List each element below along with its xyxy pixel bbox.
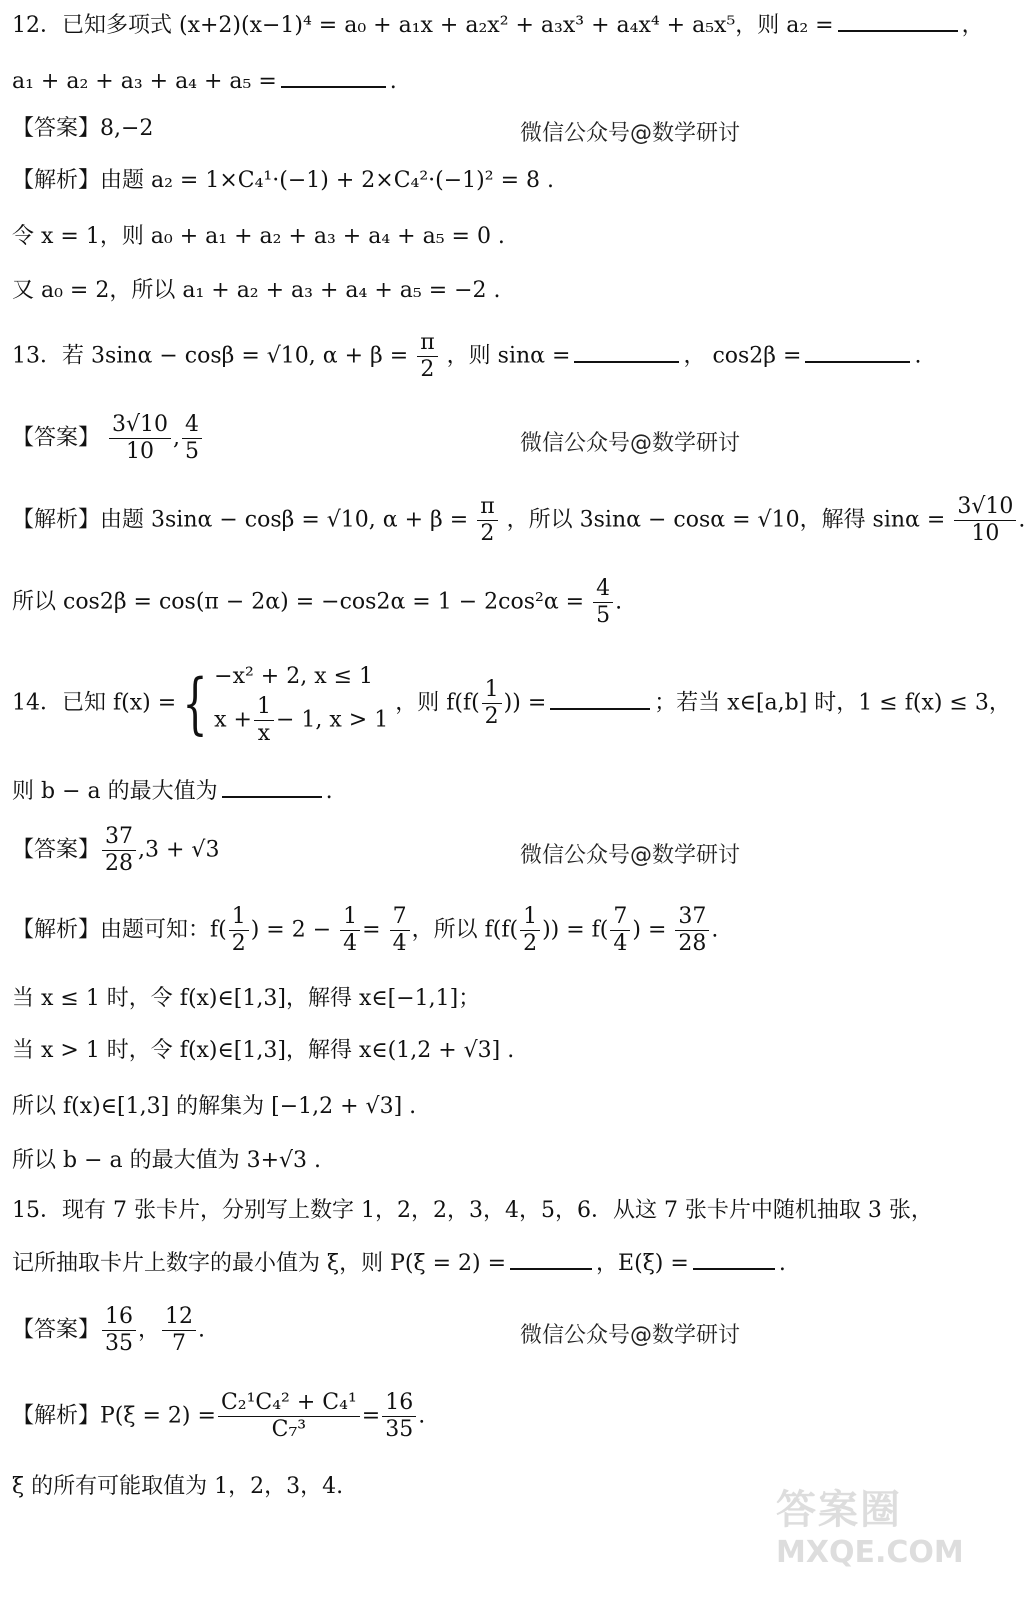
frac-den: 28 xyxy=(678,931,707,956)
q14-case-frac xyxy=(254,694,274,747)
q14-solution-5: 所以 b − a 的最大值为 3+√3 . xyxy=(12,1148,322,1173)
q14-line2-end: . xyxy=(325,779,333,804)
q12-blank-sum xyxy=(281,64,386,88)
sol-c: = xyxy=(362,917,381,943)
q14-solution-2: 当 x ≤ 1 时，令 f(x)∈[1,3]，解得 x∈[−1,1]； xyxy=(12,986,481,1011)
q14-mid-b: )) = xyxy=(503,690,547,716)
frac-num: 1 xyxy=(520,904,540,931)
q15-answer-frac-2 xyxy=(162,1304,196,1357)
q12-line2 xyxy=(12,64,397,97)
site-logo xyxy=(776,1478,964,1588)
q12-answer: 【答案】8,−2 xyxy=(12,116,154,141)
frac-num: π xyxy=(477,494,497,521)
q14-case-1: −x² + 2, x ≤ 1 xyxy=(214,664,374,689)
frac-den: 5 xyxy=(185,439,200,464)
q12-solution-1: 【解析】由题 a₂ = 1×C₄¹·(−1) + 2×C₄²·(−1)² = 8 . xyxy=(12,168,554,193)
q14-frac-half xyxy=(482,677,502,730)
q12-end: . xyxy=(389,69,397,94)
case2-a: x + xyxy=(214,707,252,733)
frac-den: 35 xyxy=(385,1417,414,1442)
frac-num: 1 xyxy=(482,677,502,704)
q15-line2 xyxy=(12,1246,786,1279)
frac-num: 7 xyxy=(610,904,630,931)
q14-answer xyxy=(12,824,219,877)
frac-half xyxy=(229,904,249,957)
end: . xyxy=(198,1317,206,1343)
frac-den: 2 xyxy=(523,931,538,956)
q13-solution-1 xyxy=(12,494,1025,547)
frac-num: 4 xyxy=(182,412,202,439)
q13-solution-2 xyxy=(12,576,622,629)
q13-sol2-frac xyxy=(593,576,613,629)
watermark-text: 微信公众号@数学研讨 xyxy=(520,121,741,146)
q13-sol-text-b: ，所以 3sinα − cosα = √10，解得 sinα = xyxy=(506,507,946,533)
q12-blank-a2 xyxy=(838,8,958,32)
q13-fraction-pi-2 xyxy=(417,330,437,383)
q13-blank-sin xyxy=(574,339,679,363)
watermark-text: 微信公众号@数学研讨 xyxy=(520,431,741,456)
q15-answer xyxy=(12,1304,205,1357)
q14-solution-1 xyxy=(12,904,718,957)
sol-g: . xyxy=(711,917,719,943)
sol-f: ) = xyxy=(632,917,667,943)
frac-num: 3√10 xyxy=(954,494,1016,521)
q14-case-2 xyxy=(214,694,388,747)
sol-e: )) = f( xyxy=(542,917,609,943)
frac-num: 16 xyxy=(382,1390,416,1417)
logo-bottom-text: MXQE.COM xyxy=(776,1535,964,1570)
left-brace: { xyxy=(182,664,208,742)
frac-den: C₇³ xyxy=(271,1417,307,1442)
q14-blank-1 xyxy=(550,686,650,710)
q12-punct: ， xyxy=(961,13,984,38)
sep: ， xyxy=(138,1317,161,1343)
frac-num: 1 xyxy=(254,694,274,721)
sol-d: ，所以 f(f( xyxy=(411,917,519,943)
q13-sol-frac-pi-2 xyxy=(477,494,497,547)
q12-sum-expr: a₁ + a₂ + a₃ + a₄ + a₅ = xyxy=(12,69,277,94)
frac-den: x xyxy=(257,721,271,746)
q15-answer-frac-1 xyxy=(102,1304,136,1357)
q13-blank-cos xyxy=(805,339,910,363)
frac-den: 2 xyxy=(420,357,435,382)
q13-cos2b: cos2β = xyxy=(712,343,802,369)
q14-answer-rest: ,3 + √3 xyxy=(138,837,220,863)
q14-mid-c: ；若当 x∈[a,b] 时，1 ≤ f(x) ≤ 3， xyxy=(654,690,1011,716)
q15-line2-end: . xyxy=(778,1251,786,1276)
q13-sol-end: . xyxy=(1018,507,1025,533)
q15-blank-e xyxy=(693,1246,775,1270)
q14-piecewise xyxy=(214,660,388,747)
frac-37-28 xyxy=(675,904,709,957)
sol-b: ) = 2 − xyxy=(250,917,332,943)
q14-prefix: 14．已知 f(x) = xyxy=(12,690,177,716)
frac-num: 7 xyxy=(390,904,410,931)
frac-seven-quarters xyxy=(390,904,410,957)
frac-den: 28 xyxy=(105,851,134,876)
frac-num: 1 xyxy=(340,904,360,931)
q15-solution-2: ξ 的所有可能取值为 1，2，3，4. xyxy=(12,1474,344,1499)
q13-sol2-text: 所以 cos2β = cos(π − 2α) = −cos2α = 1 − 2cos²α = xyxy=(12,589,585,615)
q15-line2-a: 记所抽取卡片上数字的最小值为 ξ，则 P(ξ = 2) = xyxy=(12,1251,507,1276)
q14-solution-4: 所以 f(x)∈[1,3] 的解集为 [−1,2 + √3] . xyxy=(12,1094,417,1119)
q14-blank-2 xyxy=(222,774,322,798)
q15-sol-a: 【解析】P(ξ = 2) = xyxy=(12,1403,216,1429)
answer-label: 【答案】 xyxy=(12,1317,101,1343)
q13-sep: ， xyxy=(683,343,706,369)
q14-answer-frac xyxy=(102,824,136,877)
q12-stem: 12．已知多项式 (x+2)(x−1)⁴ = a₀ + a₁x + a₂x² + a₃x³ + a₄x⁴ + a₅x⁵，则 a₂ = xyxy=(12,13,834,38)
q13-sol-frac-sin xyxy=(954,494,1016,547)
frac-den: 4 xyxy=(613,931,628,956)
frac-den: 2 xyxy=(231,931,246,956)
frac-num: 3√10 xyxy=(109,412,171,439)
end: . xyxy=(418,1403,426,1429)
q13-end: . xyxy=(914,343,922,369)
q15-blank-p xyxy=(510,1246,592,1270)
frac-den: 4 xyxy=(392,931,407,956)
comma: , xyxy=(173,425,181,451)
answer-label: 【答案】 xyxy=(12,425,101,451)
q13-answer xyxy=(12,412,204,465)
frac-num: C₂¹C₄² + C₄¹ xyxy=(218,1390,360,1417)
q15-sol-frac-result xyxy=(382,1390,416,1443)
q14-line2 xyxy=(12,774,333,807)
frac-seven-quarters-2 xyxy=(610,904,630,957)
q15-line1: 15．现有 7 张卡片，分别写上数字 1，2，2，3，4，5，6．从这 7 张卡片中随机抽取 3 张， xyxy=(12,1198,933,1223)
q12-solution-3: 又 a₀ = 2，所以 a₁ + a₂ + a₃ + a₄ + a₅ = −2 . xyxy=(12,278,501,303)
frac-den: 10 xyxy=(126,439,155,464)
q12-line1 xyxy=(12,8,984,41)
frac-half-2 xyxy=(520,904,540,957)
q15-line2-b: ，E(ξ) = xyxy=(596,1251,689,1276)
q13-answer-frac-1 xyxy=(109,412,171,465)
watermark-text: 微信公众号@数学研讨 xyxy=(520,843,741,868)
frac-num: 16 xyxy=(102,1304,136,1331)
sol-a: 【解析】由题可知：f( xyxy=(12,917,227,943)
q12-solution-2: 令 x = 1，则 a₀ + a₁ + a₂ + a₃ + a₄ + a₅ = 0 . xyxy=(12,224,505,249)
q14-mid-a: ，则 f(f( xyxy=(395,690,480,716)
q14-solution-3: 当 x > 1 时，令 f(x)∈[1,3]，解得 x∈(1,2 + √3] . xyxy=(12,1038,515,1063)
frac-den: 2 xyxy=(480,521,495,546)
frac-den: 4 xyxy=(343,931,358,956)
q14-line2-text: 则 b − a 的最大值为 xyxy=(12,779,218,804)
q15-solution-1 xyxy=(12,1390,425,1443)
q14-stem xyxy=(12,660,1011,747)
frac-den: 7 xyxy=(172,1331,187,1356)
answer-label: 【答案】 xyxy=(12,837,101,863)
q15-sol-frac xyxy=(218,1390,360,1443)
frac-num: 12 xyxy=(162,1304,196,1331)
frac-den: 35 xyxy=(105,1331,134,1356)
logo-top-text: 答案圈 xyxy=(776,1487,902,1533)
q13-answer-frac-2 xyxy=(182,412,202,465)
frac-den: 2 xyxy=(484,704,499,729)
frac-num: π xyxy=(417,330,437,357)
eq: = xyxy=(361,1403,381,1429)
watermark-text: 微信公众号@数学研讨 xyxy=(520,1323,741,1348)
q13-mid: ，则 sinα = xyxy=(446,343,571,369)
frac-den: 5 xyxy=(596,603,611,628)
frac-quarter xyxy=(340,904,360,957)
q13-sol2-end: . xyxy=(615,589,623,615)
frac-num: 4 xyxy=(593,576,613,603)
frac-num: 37 xyxy=(102,824,136,851)
q13-sol-text-a: 【解析】由题 3sinα − cosβ = √10, α + β = xyxy=(12,507,469,533)
q13-stem xyxy=(12,330,921,383)
frac-num: 37 xyxy=(675,904,709,931)
frac-num: 1 xyxy=(229,904,249,931)
q13-prefix: 13．若 3sinα − cosβ = √10, α + β = xyxy=(12,343,409,369)
case2-b: − 1, x > 1 xyxy=(275,707,389,733)
frac-den: 10 xyxy=(971,521,1000,546)
